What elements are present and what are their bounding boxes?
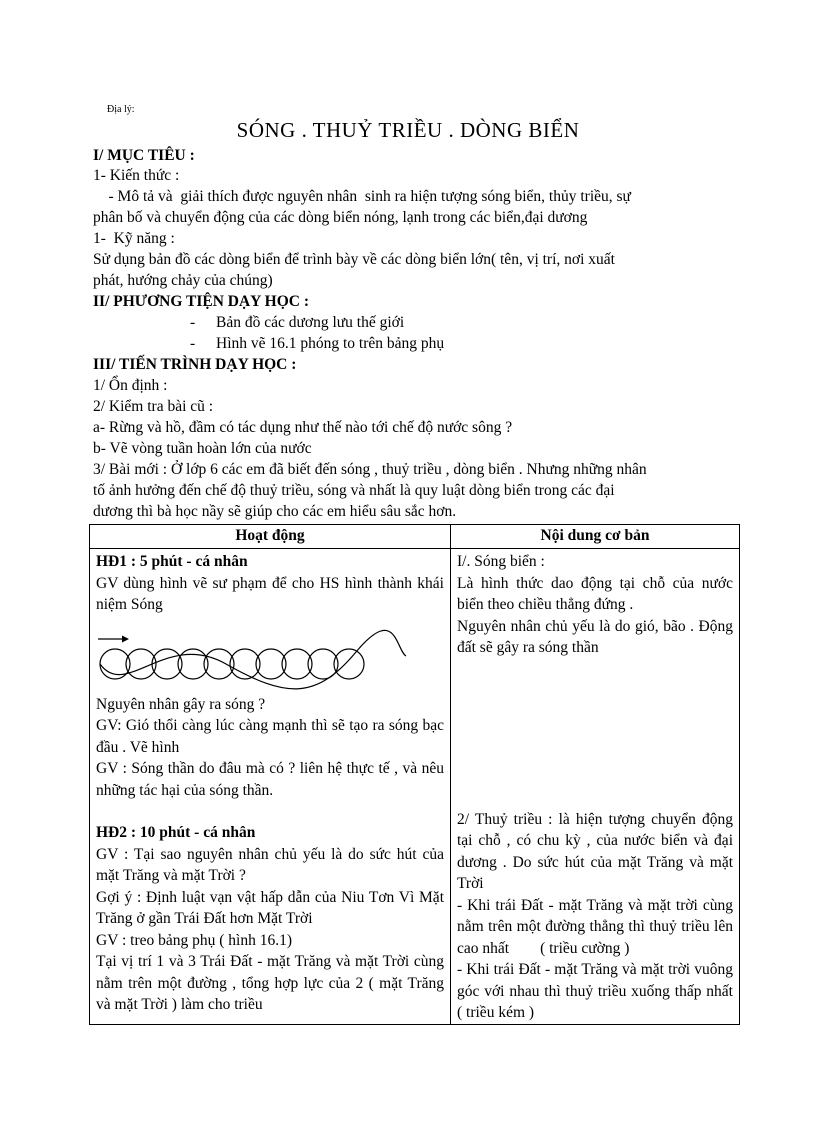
content-text: Nguyên nhân chủ yếu là do gió, bão . Động đất sẽ gây ra sóng thần — [457, 617, 733, 656]
procedure-line: 2/ Kiểm tra bài cũ : — [93, 398, 214, 415]
activity-cell — [90, 549, 451, 1025]
content-text: Là hình thức dao động tại chỗ của nước biển theo chiều thẳng đứng . — [457, 574, 733, 613]
skills-heading: 1- Kỹ năng : — [93, 230, 175, 247]
subject-label: Địa lý: — [107, 104, 135, 115]
activity-text: GV : Tại sao nguyên nhân chủ yếu là do sức hút của mặt Trăng và mặt Trời ? — [96, 845, 444, 884]
procedure-line: a- Rừng và hồ, đầm có tác dụng như thế nào tới chế độ nước sông ? — [93, 419, 513, 436]
activity-text: Nguyên nhân gây ra sóng ? — [96, 695, 266, 713]
activity-text: Gợi ý : Định luật vạn vật hấp dẫn của Niu Tơn Vì Mặt Trăng ở gần Trái Đất hơn Mặt Trời — [96, 888, 444, 927]
content-heading-waves: I/. Sóng biển : — [457, 553, 545, 570]
section-2-heading: II/ PHƯƠNG TIỆN DẠY HỌC : — [93, 293, 310, 310]
procedure-line: dương thì bà học nầy sẽ giúp cho các em hiểu sâu sắc hơn. — [93, 503, 457, 520]
skills-line-1: Sử dụng bản đồ các dòng biển để trình bày về các dòng biển lớn( tên, vị trí, nơi xuất — [93, 251, 615, 268]
column-header-content: Nội dung cơ bản — [451, 525, 740, 549]
activity-text: GV : treo bảng phụ ( hình 16.1) — [96, 931, 293, 949]
procedure-line: tố ảnh hưởng đến chế độ thuỷ triều, sóng và nhất là quy luật dòng biển trong các đại — [93, 482, 615, 499]
equipment-item: - Bản đồ các dương lưu thế giới — [190, 314, 405, 331]
content-cell — [451, 549, 764, 1025]
lesson-table — [89, 524, 764, 1025]
activity-2-heading: HĐ2 : 10 phút - cá nhân — [96, 824, 256, 841]
section-3-heading: III/ TIẾN TRÌNH DẠY HỌC : — [93, 356, 297, 373]
content-text: - Khi trái Đất - mặt Trăng và mặt trời cùng nằm trên một đường thẳng thì thuỷ triều lên cao nhất ( triều cường ) — [457, 896, 737, 957]
knowledge-line-1: - Mô tả và giải thích được nguyên nhân sinh ra hiện tượng sóng biển, thủy triều, sự — [93, 188, 631, 205]
wave-diagram — [96, 622, 426, 690]
skills-line-2: phát, hướng chảy của chúng) — [93, 272, 273, 289]
content-heading-tides: 2/ Thuỷ triều : là hiện tượng chuyển động tại chỗ , có chu kỳ , của nước biển và đại dương . Do sức hút của mặt Trăng và mặt Trời — [457, 810, 733, 892]
page-title: SÓNG . THUỶ TRIỀU . DÒNG BIỂN — [236, 118, 580, 142]
procedure-line: b- Vẽ vòng tuần hoàn lớn của nước — [93, 440, 312, 457]
activity-text: GV: Gió thổi càng lúc càng mạnh thì sẽ tạo ra sóng bạc đầu . Vẽ hình — [96, 717, 444, 756]
knowledge-heading: 1- Kiến thức : — [93, 167, 180, 184]
section-1-heading: I/ MỤC TIÊU : — [93, 147, 195, 164]
content-text: - Khi trái Đất - mặt Trăng và mặt trời vuông góc với nhau thì thuỷ triều xuống thấp nhất ( triều kém ) — [457, 961, 764, 1021]
activity-text: GV dùng hình vẽ sư phạm để cho HS hình thành khái niệm Sóng — [96, 574, 444, 613]
knowledge-line-2: phân bố và chuyển động của các dòng biển nóng, lạnh trong các biển,đại dương — [93, 209, 588, 226]
activity-text: Tại vị trí 1 và 3 Trái Đất - mặt Trăng và mặt Trời cùng nằm trên một đường , tổng hợp lực của 2 ( mặt Trăng và mặt Trời ) làm cho triều — [96, 953, 444, 1013]
activity-text: GV : Sóng thần do đâu mà có ? liên hệ thực tế , và nêu những tác hại của sóng thần. — [96, 760, 444, 799]
equipment-item: - Hình vẽ 16.1 phóng to trên bảng phụ — [190, 335, 445, 352]
column-header-activity: Hoạt động — [90, 525, 451, 549]
procedure-line: 3/ Bài mới : Ở lớp 6 các em đã biết đến sóng , thuỷ triều , dòng biển . Nhưng những nhân — [93, 461, 647, 478]
procedure-line: 1/ Ổn định : — [93, 377, 168, 394]
activity-1-heading: HĐ1 : 5 phút - cá nhân — [96, 553, 248, 570]
